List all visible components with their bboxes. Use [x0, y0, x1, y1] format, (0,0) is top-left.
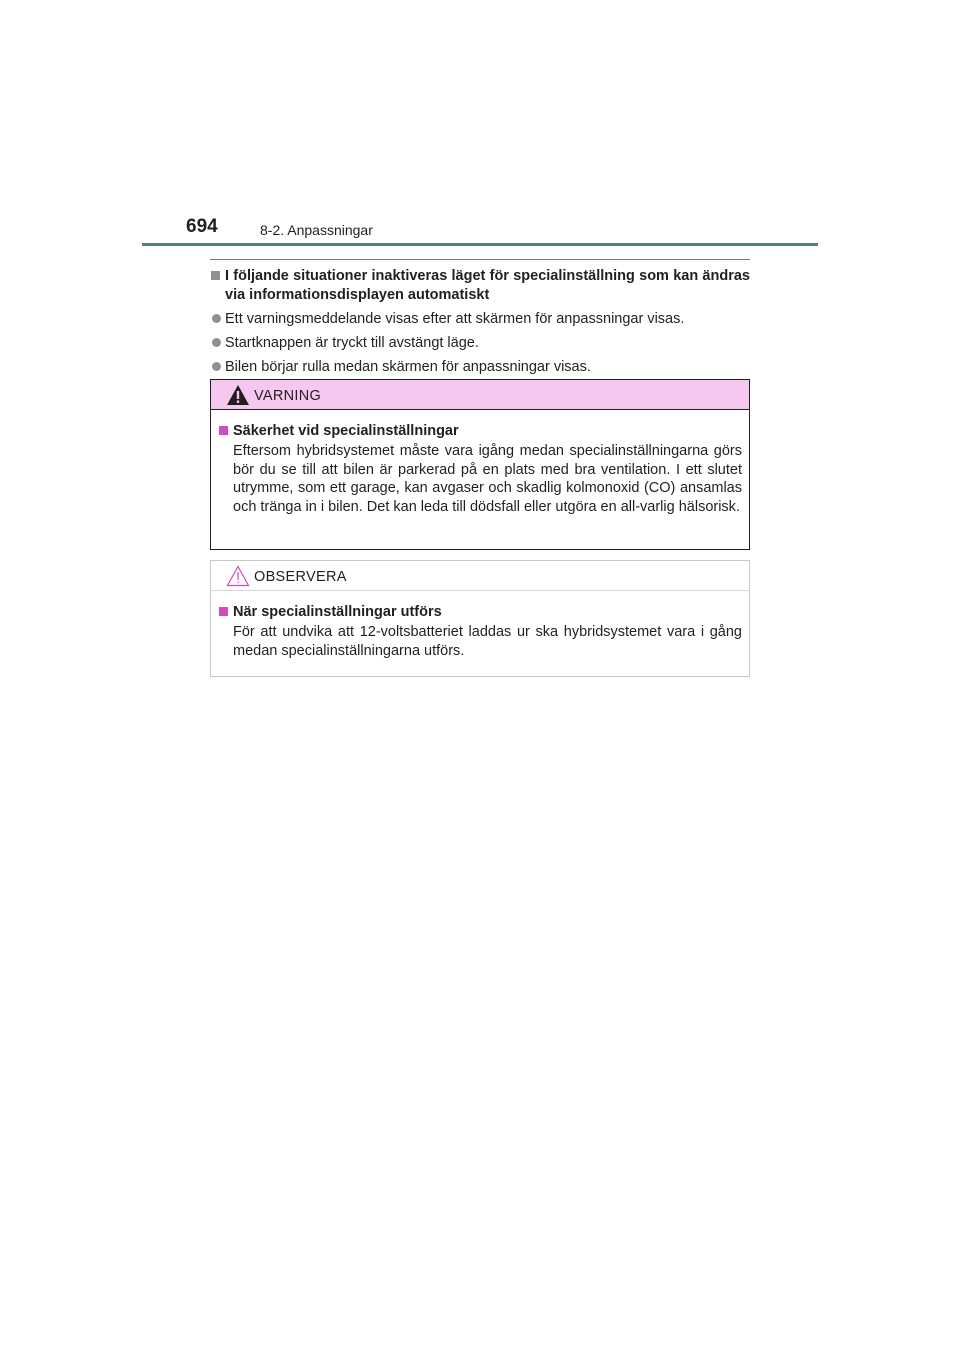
- square-bullet-icon: [211, 271, 220, 280]
- list-item: [210, 358, 750, 376]
- content-divider: [210, 259, 750, 260]
- topic-heading-text: I följande situationer inaktiveras läget för specialinställning som kan ändras via informationsdisplayen automatiskt: [225, 268, 750, 303]
- section-title: 8-2. Anpassningar: [260, 222, 373, 238]
- caution-outline-triangle-icon: [226, 565, 250, 587]
- notice-subheading-text: När specialinställningar utförs: [233, 604, 442, 620]
- warning-triangle-icon: [226, 384, 250, 406]
- list-item: [210, 334, 750, 352]
- notice-subheading: [218, 603, 742, 621]
- page-number: 694: [186, 216, 218, 237]
- header-rule: [142, 243, 818, 246]
- warning-text: Eftersom hybridsystemet måste vara igång medan specialinställningarna görs bör du se till att bilen är parkerad på en plats med bra ventilation. I ett slutet utrymme, som ett garage, kan avgaser och skadlig kolmonoxid (CO) ansamlas och tränga in i bilen. Det kan leda till dödsfall eller utgöra en all-varlig hälsorisk.: [233, 443, 742, 515]
- notice-title: OBSERVERA: [254, 569, 347, 585]
- notice-box: [210, 560, 750, 677]
- square-bullet-icon: [219, 426, 228, 435]
- warning-subheading: [218, 422, 742, 440]
- list-item-text: Startknappen är tryckt till avstängt läge.: [225, 335, 479, 351]
- warning-title: VARNING: [254, 388, 322, 404]
- warning-box: [210, 379, 750, 550]
- condition-list: [210, 310, 750, 376]
- topic-section: [210, 267, 750, 382]
- topic-heading: [210, 267, 750, 305]
- list-item-text: Ett varningsmeddelande visas efter att skärmen för anpassningar visas.: [225, 311, 685, 327]
- notice-text: För att undvika att 12-voltsbatteriet laddas ur ska hybridsystemet vara i gång medan specialinställningarna utförs.: [233, 624, 742, 659]
- warning-header: [211, 380, 749, 410]
- circle-bullet-icon: [212, 314, 221, 323]
- circle-bullet-icon: [212, 338, 221, 347]
- list-item-text: Bilen börjar rulla medan skärmen för anpassningar visas.: [225, 359, 591, 375]
- warning-subheading-text: Säkerhet vid specialinställningar: [233, 423, 459, 439]
- notice-header: [211, 561, 749, 591]
- square-bullet-icon: [219, 607, 228, 616]
- circle-bullet-icon: [212, 362, 221, 371]
- list-item: [210, 310, 750, 328]
